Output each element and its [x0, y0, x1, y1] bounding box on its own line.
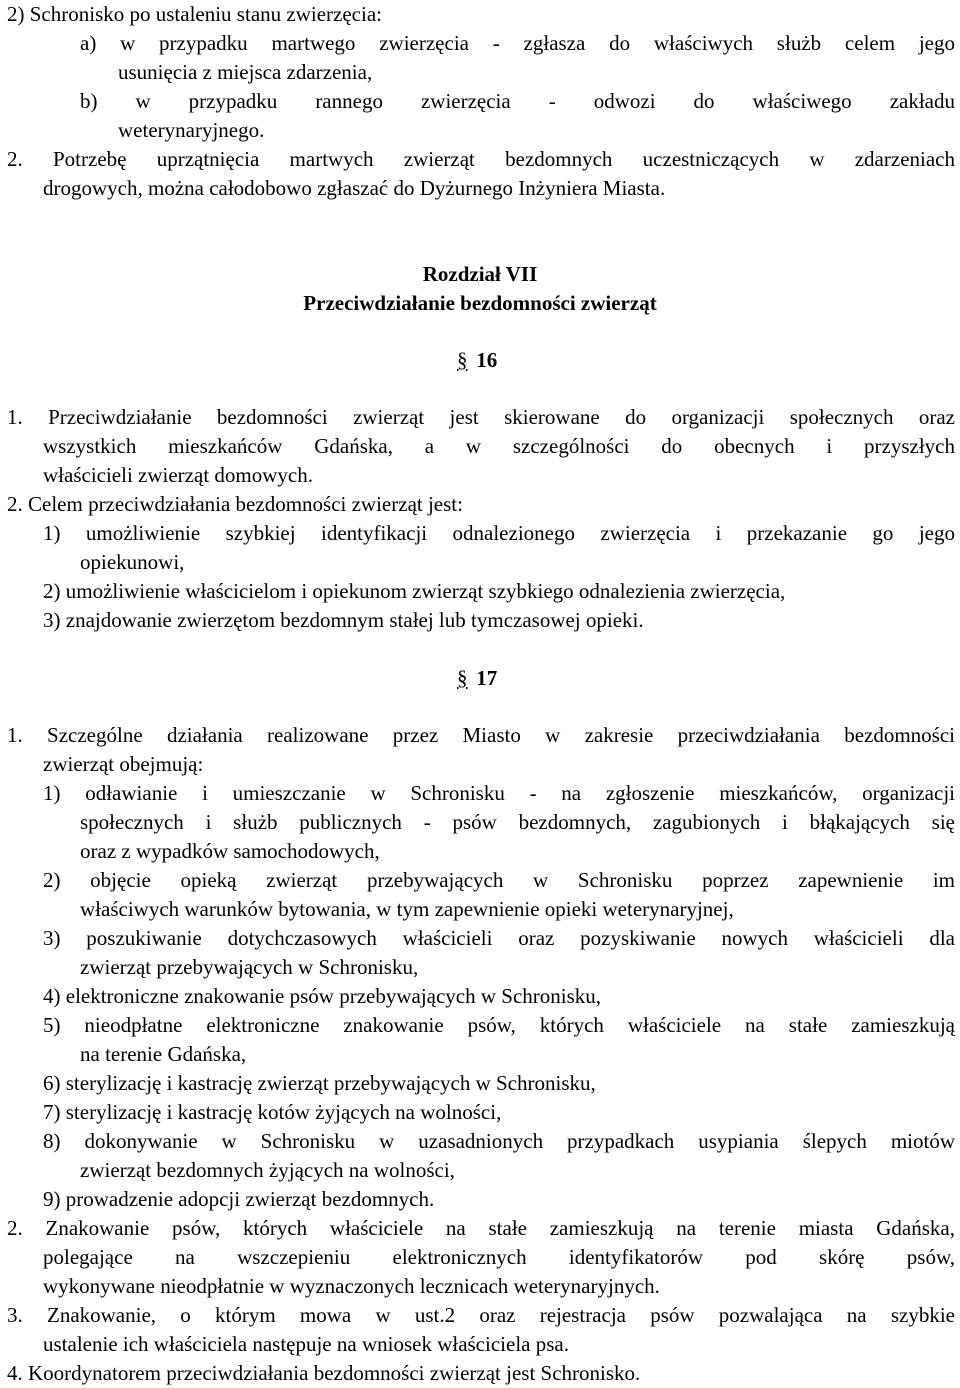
s17-item-8-line-2: zwierząt bezdomnych żyjących na wolności,: [80, 1158, 455, 1182]
s17-item-5-line-1: 5) nieodpłatne elektroniczne znakowanie psów, których właściciele na stałe zamieszkują: [43, 1013, 955, 1037]
s17-item-6: 6) sterylizację i kastrację zwierząt przebywających w Schronisku,: [43, 1071, 596, 1095]
s17-paragraph-1-line-2: zwierząt obejmują:: [43, 752, 204, 776]
item-a-line-2: usunięcia z miejsca zdarzenia,: [118, 60, 373, 84]
s17-paragraph-1-line-1: 1. Szczególne działania realizowane przez Miasto w zakresie przeciwdziałania bezdomności: [7, 723, 955, 747]
s17-item-5-line-2: na terenie Gdańska,: [80, 1042, 247, 1066]
s17-item-1-line-2: społecznych i służb publicznych - psów bezdomnych, zagubionych i błąkających się: [80, 810, 955, 834]
section-number: 16: [476, 348, 498, 372]
section-number: 17: [476, 666, 498, 690]
s17-item-1-line-3: oraz z wypadków samochodowych,: [80, 839, 380, 863]
item-a-line-1: a) w przypadku martwego zwierzęcia - zgłasza do właściwych służb celem jego: [80, 31, 955, 55]
s17-paragraph-3-line-1: 3. Znakowanie, o którym mowa w ust.2 oraz rejestracja psów pozwalająca na szybkie: [7, 1303, 955, 1327]
s17-paragraph-4: 4. Koordynatorem przeciwdziałania bezdomności zwierząt jest Schronisko.: [7, 1361, 641, 1385]
item-b-line-1: b) w przypadku rannego zwierzęcia - odwozi do właściwego zakładu: [80, 89, 955, 113]
s16-item-1-line-2: opiekunowi,: [80, 550, 185, 574]
s16-paragraph-1-line-3: właścicieli zwierząt domowych.: [43, 463, 313, 487]
paragraph-2-line-2: drogowych, można całodobowo zgłaszać do Dyżurnego Inżyniera Miasta.: [43, 176, 666, 200]
chapter-subtitle: Przeciwdziałanie bezdomności zwierząt: [303, 291, 657, 315]
s17-paragraph-2-line-3: wykonywane nieodpłatnie w wyznaczonych lecznicach weterynaryjnych.: [43, 1274, 660, 1298]
section-sign: §: [457, 348, 468, 372]
s17-paragraph-2-line-2: polegające na wszczepieniu elektronicznych identyfikatorów pod skórę psów,: [43, 1245, 955, 1269]
s16-paragraph-1-line-2: wszystkich mieszkańców Gdańska, a w szczególności do obecnych i przyszłych: [43, 434, 955, 458]
s17-item-2-line-1: 2) objęcie opieką zwierząt przebywających w Schronisku poprzez zapewnienie im: [43, 868, 955, 892]
s17-item-1-line-1: 1) odławianie i umieszczanie w Schronisku - na zgłoszenie mieszkańców, organizacji: [43, 781, 955, 805]
section-sign: §: [457, 666, 468, 690]
s17-item-4: 4) elektroniczne znakowanie psów przebywających w Schronisku,: [43, 984, 602, 1008]
paragraph-2-line-1: 2. Potrzebę uprzątnięcia martwych zwierząt bezdomnych uczestniczących w zdarzeniach: [7, 147, 955, 171]
s17-item-3-line-2: zwierząt przebywających w Schronisku,: [80, 955, 419, 979]
section-17-heading: [457, 664, 497, 693]
s17-paragraph-2-line-1: 2. Znakowanie psów, których właściciele na stałe zamieszkują na terenie miasta Gdańska,: [7, 1216, 955, 1240]
s17-item-9: 9) prowadzenie adopcji zwierząt bezdomnych.: [43, 1187, 435, 1211]
s16-item-1-line-1: 1) umożliwienie szybkiej identyfikacji odnalezionego zwierzęcia i przekazanie go jego: [43, 521, 955, 545]
chapter-title: Rozdział VII: [422, 262, 538, 286]
s17-item-8-line-1: 8) dokonywanie w Schronisku w uzasadnionych przypadkach usypiania ślepych miotów: [43, 1129, 955, 1153]
s16-item-3: 3) znajdowanie zwierzętom bezdomnym stałej lub tymczasowej opieki.: [43, 608, 644, 632]
s16-item-2: 2) umożliwienie właścicielom i opiekunom zwierząt szybkiego odnalezienia zwierzęcia,: [43, 579, 786, 603]
s16-paragraph-2: 2. Celem przeciwdziałania bezdomności zwierząt jest:: [7, 492, 463, 516]
s17-item-7: 7) sterylizację i kastrację kotów żyjących na wolności,: [43, 1100, 502, 1124]
s17-item-3-line-1: 3) poszukiwanie dotychczasowych właścicieli oraz pozyskiwanie nowych właścicieli dla: [43, 926, 955, 950]
item-b-line-2: weterynaryjnego.: [118, 118, 265, 142]
section-16-heading: [457, 346, 497, 375]
item-2-header: 2) Schronisko po ustaleniu stanu zwierzęcia:: [7, 2, 382, 26]
s17-paragraph-3-line-2: ustalenie ich właściciela następuje na wniosek właściciela psa.: [43, 1332, 569, 1356]
s17-item-2-line-2: właściwych warunków bytowania, w tym zapewnienie opieki weterynaryjnej,: [80, 897, 734, 921]
s16-paragraph-1-line-1: 1. Przeciwdziałanie bezdomności zwierząt jest skierowane do organizacji społecznych oraz: [7, 405, 955, 429]
